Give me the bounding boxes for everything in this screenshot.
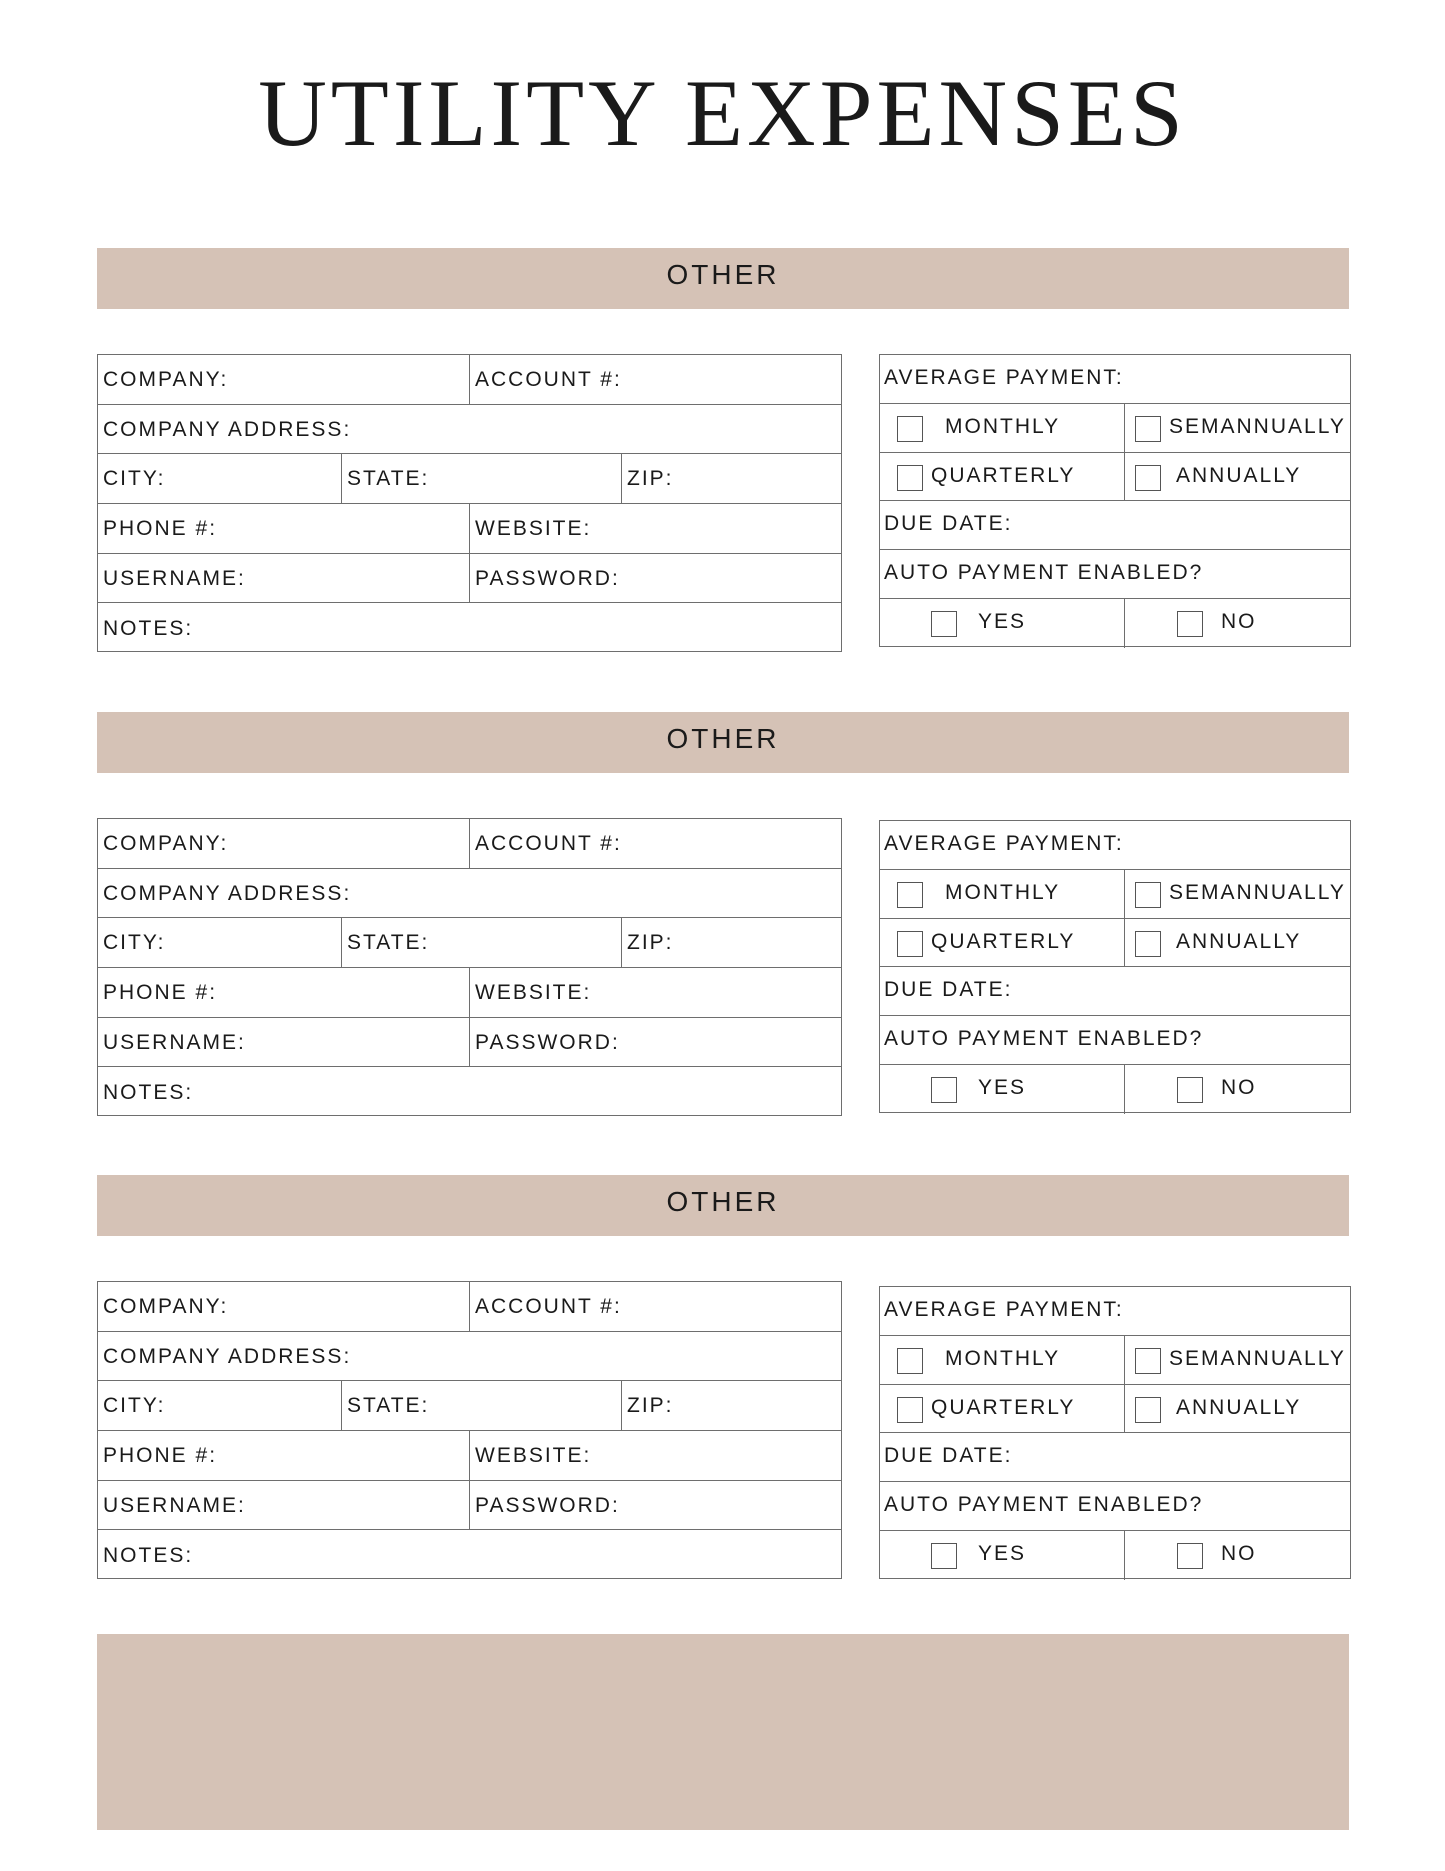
table-row — [98, 918, 841, 968]
phone-field[interactable]: PHONE #: — [103, 1444, 218, 1468]
checkbox-quarterly[interactable] — [897, 931, 923, 957]
password-field[interactable]: PASSWORD: — [469, 554, 841, 603]
notes-field[interactable]: NOTES: — [103, 616, 194, 640]
semannually-label: SEMANNUALLY — [1169, 1346, 1346, 1370]
table-row — [98, 1381, 841, 1431]
checkbox-quarterly[interactable] — [897, 465, 923, 491]
section-heading: OTHER — [97, 712, 1349, 773]
utility-section — [0, 712, 1445, 1132]
password-field[interactable]: PASSWORD: — [469, 1018, 841, 1067]
section-heading: OTHER — [97, 248, 1349, 309]
quarterly-label: QUARTERLY — [931, 463, 1076, 487]
table-row — [98, 1068, 841, 1118]
account-details-table — [97, 818, 842, 1116]
table-row — [880, 404, 1350, 453]
footer-color-block — [97, 1634, 1349, 1830]
checkbox-annually[interactable] — [1135, 1397, 1161, 1423]
checkbox-monthly[interactable] — [897, 416, 923, 442]
table-row — [98, 604, 841, 654]
average-payment-field[interactable]: AVERAGE PAYMENT: — [884, 1298, 1124, 1321]
company-address-field[interactable]: COMPANY ADDRESS: — [103, 881, 352, 905]
checkbox-yes[interactable] — [931, 1077, 957, 1103]
annually-label: ANNUALLY — [1176, 1395, 1302, 1419]
zip-field[interactable]: ZIP: — [621, 1381, 841, 1430]
frequency-option-annually[interactable] — [1124, 919, 1350, 967]
yes-label: YES — [978, 1542, 1027, 1565]
table-row — [98, 554, 841, 604]
username-field[interactable]: USERNAME: — [103, 566, 246, 590]
table-row — [98, 1431, 841, 1481]
frequency-option-monthly[interactable] — [880, 404, 1124, 452]
checkbox-monthly[interactable] — [897, 1348, 923, 1374]
table-row — [98, 819, 841, 869]
table-row — [880, 1433, 1350, 1482]
table-row — [98, 454, 841, 504]
table-row — [880, 1287, 1350, 1336]
website-field[interactable]: WEBSITE: — [469, 1431, 841, 1480]
utility-section — [0, 248, 1445, 668]
frequency-option-quarterly[interactable] — [880, 453, 1124, 501]
company-field[interactable]: COMPANY: — [103, 1295, 229, 1318]
website-field[interactable]: WEBSITE: — [469, 968, 841, 1017]
checkbox-monthly[interactable] — [897, 882, 923, 908]
table-row — [880, 870, 1350, 919]
account-number-field[interactable]: ACCOUNT #: — [469, 1282, 841, 1331]
checkbox-semannually[interactable] — [1135, 416, 1161, 442]
monthly-label: MONTHLY — [945, 1346, 1061, 1370]
average-payment-field[interactable]: AVERAGE PAYMENT: — [884, 366, 1124, 389]
no-label: NO — [1221, 1076, 1257, 1099]
company-address-field[interactable]: COMPANY ADDRESS: — [103, 417, 352, 441]
table-row — [98, 355, 841, 405]
table-row — [880, 599, 1350, 648]
auto-payment-label: AUTO PAYMENT ENABLED? — [884, 561, 1204, 585]
password-field[interactable]: PASSWORD: — [469, 1481, 841, 1530]
checkbox-no[interactable] — [1177, 1543, 1203, 1569]
payment-details-table — [879, 820, 1351, 1113]
username-field[interactable]: USERNAME: — [103, 1493, 246, 1517]
checkbox-semannually[interactable] — [1135, 1348, 1161, 1374]
website-field[interactable]: WEBSITE: — [469, 504, 841, 553]
table-row — [98, 869, 841, 919]
zip-field[interactable]: ZIP: — [621, 454, 841, 503]
auto-payment-option-yes[interactable] — [880, 1531, 1124, 1580]
payment-details-table — [879, 354, 1351, 647]
table-row — [98, 1332, 841, 1382]
semannually-label: SEMANNUALLY — [1169, 414, 1346, 438]
table-row — [880, 501, 1350, 550]
payment-details-table — [879, 1286, 1351, 1579]
frequency-option-annually[interactable] — [1124, 453, 1350, 501]
state-field[interactable]: STATE: — [341, 454, 621, 503]
checkbox-annually[interactable] — [1135, 465, 1161, 491]
account-number-field[interactable]: ACCOUNT #: — [469, 355, 841, 404]
phone-field[interactable]: PHONE #: — [103, 517, 218, 541]
frequency-option-semannually[interactable] — [1124, 870, 1350, 918]
frequency-option-semannually[interactable] — [1124, 404, 1350, 452]
average-payment-field[interactable]: AVERAGE PAYMENT: — [884, 832, 1124, 855]
semannually-label: SEMANNUALLY — [1169, 880, 1346, 904]
yes-label: YES — [978, 1076, 1027, 1099]
auto-payment-option-no[interactable] — [1124, 1531, 1350, 1580]
table-row — [880, 355, 1350, 404]
table-row — [880, 1016, 1350, 1065]
no-label: NO — [1221, 1542, 1257, 1565]
due-date-field[interactable]: DUE DATE: — [884, 1444, 1013, 1468]
auto-payment-option-no[interactable] — [1124, 1065, 1350, 1114]
table-row — [98, 968, 841, 1018]
table-row — [880, 1065, 1350, 1114]
checkbox-quarterly[interactable] — [897, 1397, 923, 1423]
city-field[interactable]: CITY: — [103, 467, 166, 491]
city-field[interactable]: CITY: — [103, 1394, 166, 1418]
table-row — [880, 967, 1350, 1016]
table-row — [880, 821, 1350, 870]
no-label: NO — [1221, 610, 1257, 633]
table-row — [880, 1385, 1350, 1434]
quarterly-label: QUARTERLY — [931, 1395, 1076, 1419]
table-row — [98, 504, 841, 554]
company-field[interactable]: COMPANY: — [103, 832, 229, 855]
account-details-table — [97, 1281, 842, 1579]
frequency-option-quarterly[interactable] — [880, 1385, 1124, 1433]
frequency-option-monthly[interactable] — [880, 870, 1124, 918]
table-row — [880, 1336, 1350, 1385]
state-field[interactable]: STATE: — [341, 1381, 621, 1430]
checkbox-semannually[interactable] — [1135, 882, 1161, 908]
account-details-table — [97, 354, 842, 652]
checkbox-no[interactable] — [1177, 1077, 1203, 1103]
due-date-field[interactable]: DUE DATE: — [884, 512, 1013, 536]
annually-label: ANNUALLY — [1176, 463, 1302, 487]
checkbox-annually[interactable] — [1135, 931, 1161, 957]
username-field[interactable]: USERNAME: — [103, 1030, 246, 1054]
account-number-field[interactable]: ACCOUNT #: — [469, 819, 841, 868]
table-row — [98, 405, 841, 455]
zip-field[interactable]: ZIP: — [621, 918, 841, 967]
phone-field[interactable]: PHONE #: — [103, 981, 218, 1005]
page-title: UTILITY EXPENSES — [258, 60, 1187, 166]
table-row — [98, 1282, 841, 1332]
company-address-field[interactable]: COMPANY ADDRESS: — [103, 1344, 352, 1368]
company-field[interactable]: COMPANY: — [103, 368, 229, 391]
auto-payment-option-yes[interactable] — [880, 599, 1124, 648]
state-field[interactable]: STATE: — [341, 918, 621, 967]
table-row — [880, 1482, 1350, 1531]
notes-field[interactable]: NOTES: — [103, 1543, 194, 1567]
frequency-option-annually[interactable] — [1124, 1385, 1350, 1433]
annually-label: ANNUALLY — [1176, 929, 1302, 953]
table-row — [880, 1531, 1350, 1580]
table-row — [98, 1018, 841, 1068]
table-row — [880, 919, 1350, 968]
auto-payment-option-no[interactable] — [1124, 599, 1350, 648]
section-heading: OTHER — [97, 1175, 1349, 1236]
checkbox-no[interactable] — [1177, 611, 1203, 637]
auto-payment-label: AUTO PAYMENT ENABLED? — [884, 1493, 1204, 1517]
auto-payment-label: AUTO PAYMENT ENABLED? — [884, 1027, 1204, 1051]
quarterly-label: QUARTERLY — [931, 929, 1076, 953]
utility-section — [0, 1175, 1445, 1595]
monthly-label: MONTHLY — [945, 414, 1061, 438]
monthly-label: MONTHLY — [945, 880, 1061, 904]
checkbox-yes[interactable] — [931, 1543, 957, 1569]
due-date-field[interactable]: DUE DATE: — [884, 978, 1013, 1002]
checkbox-yes[interactable] — [931, 611, 957, 637]
table-row — [880, 550, 1350, 599]
table-row — [98, 1531, 841, 1581]
frequency-option-monthly[interactable] — [880, 1336, 1124, 1384]
notes-field[interactable]: NOTES: — [103, 1080, 194, 1104]
auto-payment-option-yes[interactable] — [880, 1065, 1124, 1114]
yes-label: YES — [978, 610, 1027, 633]
city-field[interactable]: CITY: — [103, 931, 166, 955]
table-row — [880, 453, 1350, 502]
frequency-option-semannually[interactable] — [1124, 1336, 1350, 1384]
table-row — [98, 1481, 841, 1531]
frequency-option-quarterly[interactable] — [880, 919, 1124, 967]
